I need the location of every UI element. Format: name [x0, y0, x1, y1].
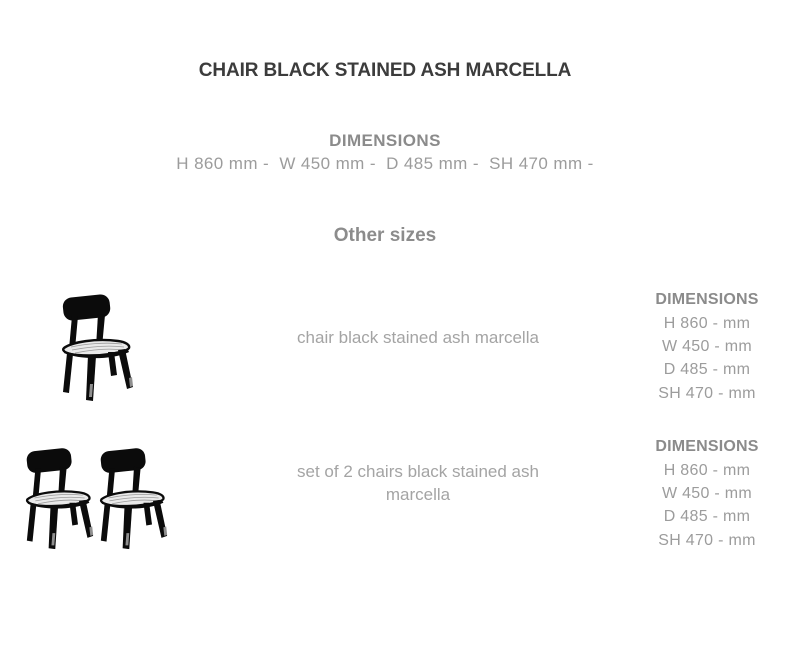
product-image-chair-set[interactable]	[24, 445, 170, 552]
dimension-height: H 860 - mm	[663, 462, 751, 479]
black-chair-icon	[60, 294, 136, 401]
dimension-seat-height: SH 470 - mm	[658, 531, 756, 549]
dimensions-heading: DIMENSIONS	[655, 438, 759, 455]
product-dimensions-block	[622, 436, 792, 552]
dimension-depth: D 485 - mm	[663, 361, 751, 379]
dimension-width: W 450 - mm	[661, 485, 753, 503]
product-link-chair-set[interactable]: set of 2 chairs black stained ash marcella	[297, 462, 539, 504]
dimensions-heading: DIMENSIONS	[655, 291, 759, 308]
dimensions-values: H 860 mm - W 450 mm - D 485 mm - SH 470 mm -	[176, 154, 594, 173]
product-dimensions-block	[622, 289, 792, 405]
product-link-single-chair[interactable]: chair black stained ash marcella	[297, 328, 539, 347]
dimension-depth: D 485 - mm	[663, 508, 751, 526]
black-chair-icon	[98, 445, 170, 552]
other-sizes-heading: Other sizes	[333, 225, 437, 246]
dimension-seat-height: SH 470 - mm	[658, 384, 756, 402]
black-chair-icon	[24, 445, 96, 552]
product-image-single-chair[interactable]	[60, 294, 136, 401]
dimensions-heading: DIMENSIONS	[329, 131, 441, 150]
dimension-width: W 450 - mm	[661, 338, 753, 356]
page-title: CHAIR BLACK STAINED ASH MARCELLA	[198, 60, 572, 81]
dimension-height: H 860 - mm	[663, 315, 751, 332]
